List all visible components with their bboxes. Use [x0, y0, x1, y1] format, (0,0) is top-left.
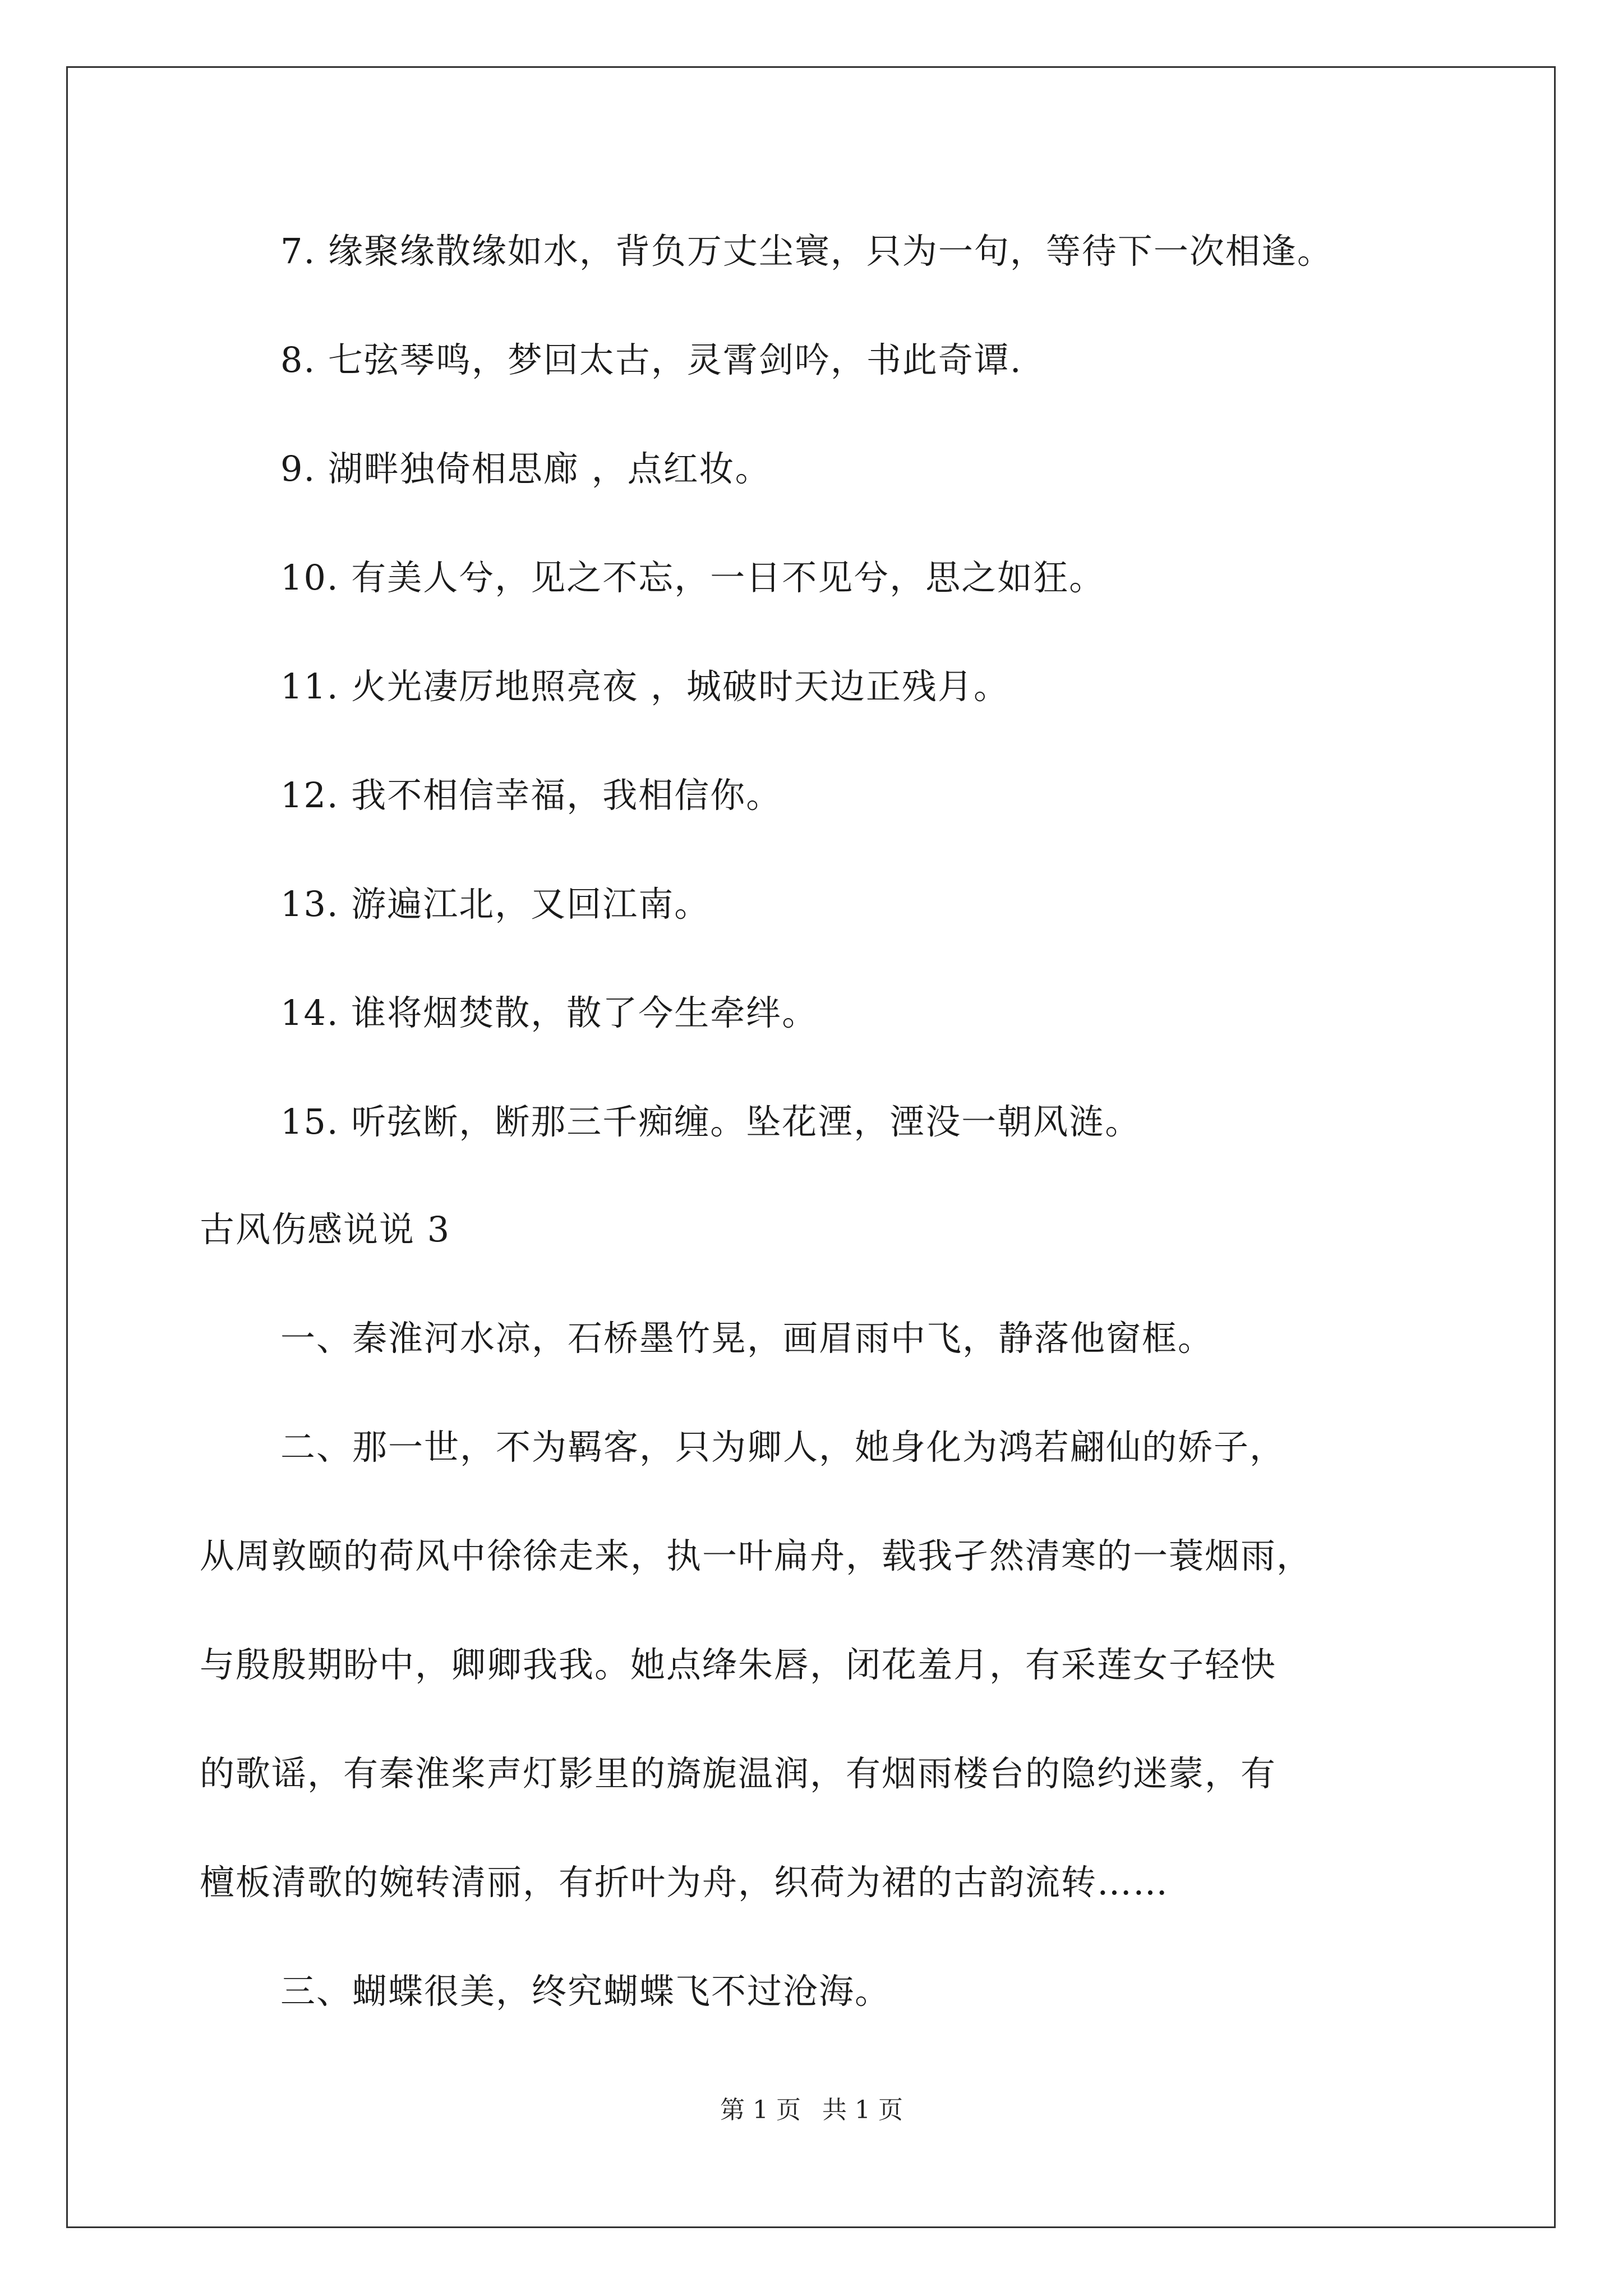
section-heading: 古风伤感说说 3	[200, 1209, 451, 1250]
list-item: 7. 缘聚缘散缘如水，背负万丈尘寰，只为一句，等待下一次相逢。	[280, 231, 1333, 272]
list-item: 15. 听弦断，断那三千痴缠。坠花湮，湮没一朝风涟。	[280, 1101, 1141, 1142]
list-item: 14. 谁将烟焚散，散了今生牵绊。	[280, 992, 818, 1033]
paragraph-2-line: 与殷殷期盼中，卿卿我我。她点绛朱唇，闭花羞月，有采莲女子轻快	[200, 1644, 1277, 1685]
paragraph-3: 三、蝴蝶很美，终究蝴蝶飞不过沧海。	[280, 1971, 891, 2012]
list-item: 8. 七弦琴鸣，梦回太古，灵霄剑吟，书此奇谭.	[280, 339, 1022, 380]
paragraph-2-line: 从周敦颐的荷风中徐徐走来，执一叶扁舟，载我孑然清寒的一蓑烟雨，	[200, 1535, 1313, 1576]
paragraph-2-line: 的歌谣，有秦淮桨声灯影里的旖旎温润，有烟雨楼台的隐约迷蒙，有	[200, 1753, 1277, 1794]
list-item: 9. 湖畔独倚相思廊 ，点红妆。	[280, 448, 771, 489]
page-number: 第 1 页	[720, 2096, 801, 2124]
list-item: 10. 有美人兮，见之不忘，一日不见兮，思之如狂。	[280, 557, 1105, 598]
paragraph-2-line: 二、那一世，不为羁客，只为卿人，她身化为鸿若翩仙的娇子，	[280, 1427, 1286, 1467]
page-footer	[0, 2095, 1623, 2126]
list-item: 11. 火光凄厉地照亮夜 ，城破时天边正残月。	[280, 666, 1010, 707]
paragraph-2-line: 檀板清歌的婉转清丽，有折叶为舟，织荷为裙的古韵流转……	[200, 1862, 1169, 1903]
list-item: 13. 游遍江北，又回江南。	[280, 884, 711, 924]
paragraph-1: 一、秦淮河水凉，石桥墨竹晃，画眉雨中飞，静落他窗框。	[280, 1318, 1214, 1359]
page-total: 共 1 页	[822, 2096, 903, 2124]
list-item: 12. 我不相信幸福，我相信你。	[280, 775, 782, 816]
